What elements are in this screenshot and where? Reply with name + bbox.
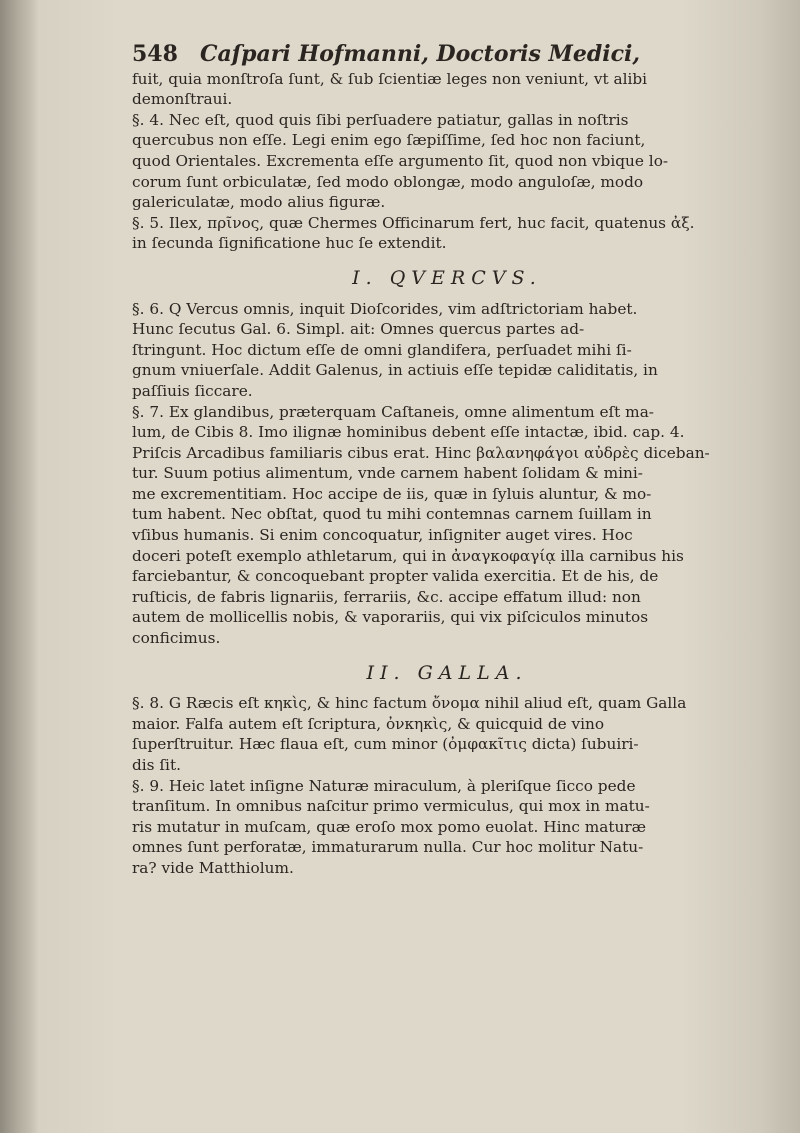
text-line: §. 4. Nec eſt, quod quis ſibi perſuadere patiatur, gallas in noſtris [132,110,629,129]
text-line: §. 9. Heic latet inſigne Naturæ miraculum, à pleriſque ſicco pede [132,776,636,795]
text-line: quod Orientales. Excrementa eſſe argumento ſit, quod non vbique lo- [132,151,669,170]
section-heading-quercus: I. QVERCVS. [352,266,542,289]
section-heading-galla: II. GALLA. [366,661,528,684]
text-line: demonſtraui. [132,90,233,109]
running-header [132,41,762,67]
text-line: §. 7. Ex glandibus, præterquam Caſtaneis, omne alimentum eſt ma- [132,402,654,421]
text-line: fuit, quia monſtroſa ſunt, & ſub ſcientiæ leges non veniunt, vt alibi [132,69,648,88]
text-line: me excrementitiam. Hoc accipe de iis, quæ in ſyluis aluntur, & mo- [132,484,652,503]
text-line: autem de mollicellis nobis, & vaporariis, qui vix piſciculos minutos [132,608,649,627]
text-line: maior. Falfa autem eſt ſcriptura, ὀνκηκὶς, & quicquid de vino [132,714,605,733]
text-line: tranſitum. In omnibus naſcitur primo vermiculus, qui mox in matu- [132,797,650,816]
text-line: lum, de Cibis 8. Imo ilignæ hominibus debent eſſe intactæ, ibid. cap. 4. [132,423,685,442]
text-line: §. 8. G Ræcis eſt κηκὶς, & hinc factum ὄνομα nihil aliud eſt, quam Galla [132,694,687,713]
text-line: corum ſunt orbiculatæ, ſed modo oblongæ, modo anguloſæ, modo [132,172,644,191]
text-line: conficimus. [132,629,221,648]
text-line: dis ſit. [132,756,181,774]
text-line: doceri poteſt exemplo athletarum, qui in ἀναγκοφαγίᾳ illa carnibus his [132,546,684,565]
text-line: quercubus non eſſe. Legi enim ego ſæpiſſime, ſed hoc non faciunt, [132,131,646,150]
text-line: farciebantur, & concoquebant propter valida exercitia. Et de his, de [132,567,659,586]
text-line: gnum vniuerſale. Addit Galenus, in actiuis eſſe tepidæ caliditatis, in [132,361,658,380]
text-line: tur. Suum potius alimentum, vnde carnem habent ſolidam & mini- [132,464,643,483]
text-line: in ſecunda ſignificatione huc ſe extendit. [132,234,447,253]
text-line: ſuperſtruitur. Hæc flaua eſt, cum minor (ὀμφακῖτις dicta) ſubuiri- [132,735,639,754]
book-spine-shadow [0,0,38,1133]
text-line: ſtringunt. Hoc dictum eſſe de omni glandifera, perſuadet mihi ſi- [132,340,632,359]
text-line: tum habent. Nec obſtat, quod tu mihi contemnas carnem ſuillam in [132,505,652,524]
text-line: §. 6. Q Vercus omnis, inquit Dioſcorides, vim adſtrictoriam habet. [132,299,638,318]
text-line: Hunc ſecutus Gal. 6. Simpl. ait: Omnes quercus partes ad- [132,320,585,339]
text-line: vſibus humanis. Si enim concoquatur, inſigniter auget vires. Hoc [132,526,633,545]
text-line: §. 5. Ilex, πρῖνος, quæ Chermes Officinarum fert, huc facit, quatenus ἀξ. [132,213,695,232]
running-title: Caſpari Hofmanni, Doctoris Medici, [199,41,641,67]
text-line: Priſcis Arcadibus familiaris cibus erat. Hinc βαλανηφάγοι αὐδρὲς diceban- [132,443,710,462]
text-line: ruſticis, de fabris lignariis, ferrariis, &c. accipe effatum illud: non [132,587,641,606]
page-number: 548 [132,41,178,67]
text-line: ra? vide Matthiolum. [132,858,294,877]
page-text [132,41,762,879]
text-line: paſſiuis ſiccare. [132,381,253,400]
text-line: galericulatæ, modo alius figuræ. [132,193,386,212]
text-line: omnes ſunt perforatæ, immaturarum nulla. Cur hoc molitur Natu- [132,838,644,857]
text-line: ris mutatur in muſcam, quæ eroſo mox pomo euolat. Hinc maturæ [132,817,647,836]
